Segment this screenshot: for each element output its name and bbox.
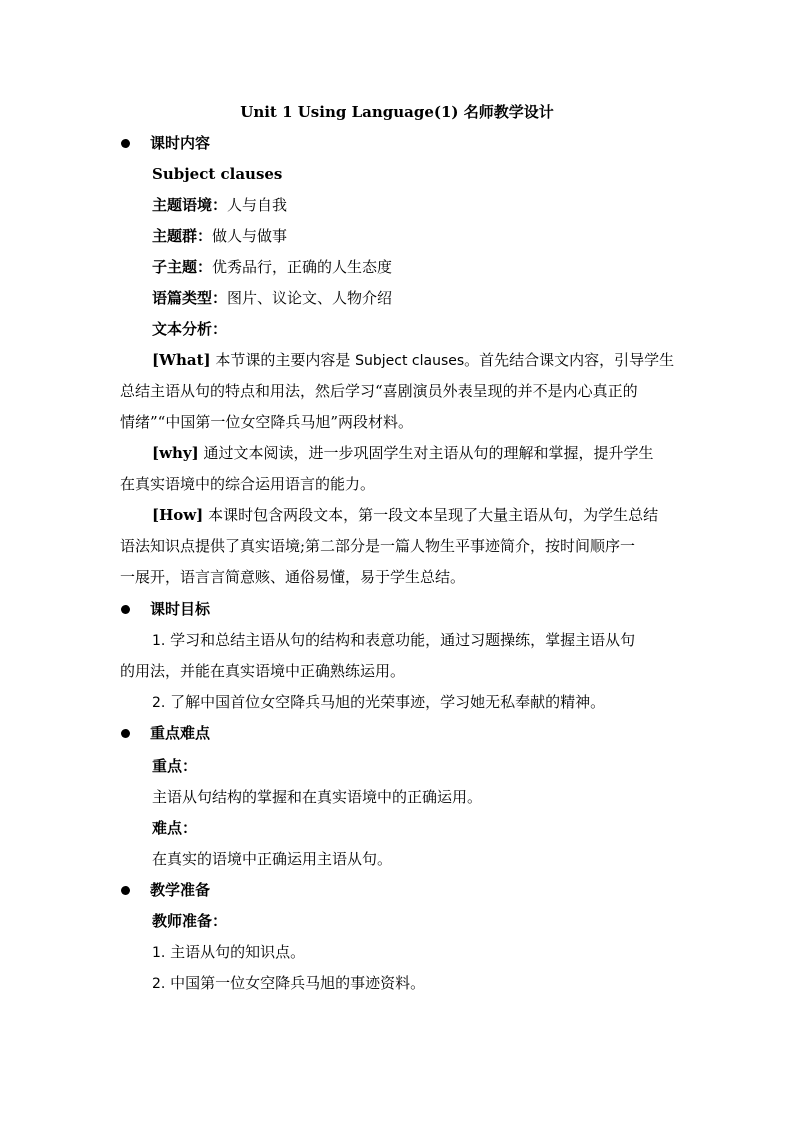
theme-context-label: 主题语境： xyxy=(152,196,228,214)
what-paragraph-line xyxy=(152,349,674,372)
what-text-subject-clauses: Subject clauses xyxy=(355,353,465,369)
sub-theme-value: 优秀品行，正确的人生态度 xyxy=(212,258,393,276)
goal-1-text: 学习和总结主语从句的结构和表意功能，通过习题操练，掌握主语从句 xyxy=(165,631,636,649)
goal-1-line: 的用法，并能在真实语境中正确熟练运用。 xyxy=(120,662,406,680)
why-tag: [why] xyxy=(152,444,199,462)
text-type-label: 语篇类型： xyxy=(152,289,228,307)
theme-group-value: 做人与做事 xyxy=(212,227,288,245)
how-tag: [How] xyxy=(152,506,204,524)
theme-context-line xyxy=(152,194,287,216)
sub-theme-label: 子主题： xyxy=(152,258,213,276)
what-paragraph-line: 情绪”“中国第一位女空降兵马旭”两段材料。 xyxy=(120,413,414,431)
goal-2-line xyxy=(152,691,605,714)
text-type-value: 图片、议论文、人物介绍 xyxy=(227,289,393,307)
goal-2-number: 2. xyxy=(152,695,166,711)
teacher-preparation-label: 教师准备： xyxy=(152,912,228,930)
difficulty-text: 在真实的语境中正确运用主语从句。 xyxy=(152,850,393,868)
what-text: 本节课的主要内容是 xyxy=(210,351,356,369)
how-text: 本课时包含两段文本，第一段文本呈现了大量主语从句，为学生总结 xyxy=(203,506,659,524)
preparation-item-2 xyxy=(152,972,425,995)
section-heading-preparation: 教学准备 xyxy=(150,881,211,899)
what-text: 。首先结合课文内容，引导学生 xyxy=(464,351,675,369)
preparation-item-1-text: 主语从句的知识点。 xyxy=(165,943,306,961)
difficulty-label: 难点： xyxy=(152,819,198,837)
subject-clauses-text: Subject clauses xyxy=(152,165,283,183)
why-text: 通过文本阅读，进一步巩固学生对主语从句的理解和掌握，提升学生 xyxy=(198,444,654,462)
goal-1-number: 1. xyxy=(152,633,166,649)
how-paragraph-line: 语法知识点提供了真实语境;第二部分是一篇人物生平事迹简介，按时间顺序一 xyxy=(120,537,636,555)
key-point-label: 重点： xyxy=(152,757,198,775)
text-type-line xyxy=(152,287,392,309)
key-point-text: 主语从句结构的掌握和在真实语境中的正确运用。 xyxy=(152,788,483,806)
text-analysis-label: 文本分析： xyxy=(152,320,228,338)
what-tag: [What] xyxy=(152,351,211,369)
goal-2-text: 了解中国首位女空降兵马旭的光荣事迹，学习她无私奉献的精神。 xyxy=(165,693,606,711)
preparation-item-1-number: 1. xyxy=(152,945,166,961)
section-heading-key-points: 重点难点 xyxy=(150,724,211,742)
why-paragraph-line xyxy=(152,442,654,464)
bullet-icon xyxy=(121,886,130,895)
how-paragraph-line: 一展开，语言言简意赅、通俗易懂，易于学生总结。 xyxy=(120,568,466,586)
section-heading-content: 课时内容 xyxy=(150,134,211,152)
theme-group-line xyxy=(152,225,287,247)
goal-1-line xyxy=(152,629,635,652)
section-heading-goals: 课时目标 xyxy=(150,600,211,618)
theme-group-label: 主题群： xyxy=(152,227,213,245)
theme-context-value: 人与自我 xyxy=(227,196,288,214)
preparation-item-1 xyxy=(152,941,305,964)
preparation-item-2-text: 中国第一位女空降兵马旭的事迹资料。 xyxy=(165,974,426,992)
why-paragraph-line: 在真实语境中的综合运用语言的能力。 xyxy=(120,475,376,493)
preparation-item-2-number: 2. xyxy=(152,976,166,992)
bullet-icon xyxy=(121,605,130,614)
bullet-icon xyxy=(121,729,130,738)
bullet-icon xyxy=(121,139,130,148)
document-title: Unit 1 Using Language(1) 名师教学设计 xyxy=(240,103,554,121)
how-paragraph-line xyxy=(152,504,658,526)
sub-theme-line xyxy=(152,256,392,278)
what-paragraph-line: 总结主语从句的特点和用法，然后学习“喜剧演员外表呈现的并不是内心真正的 xyxy=(120,382,638,400)
